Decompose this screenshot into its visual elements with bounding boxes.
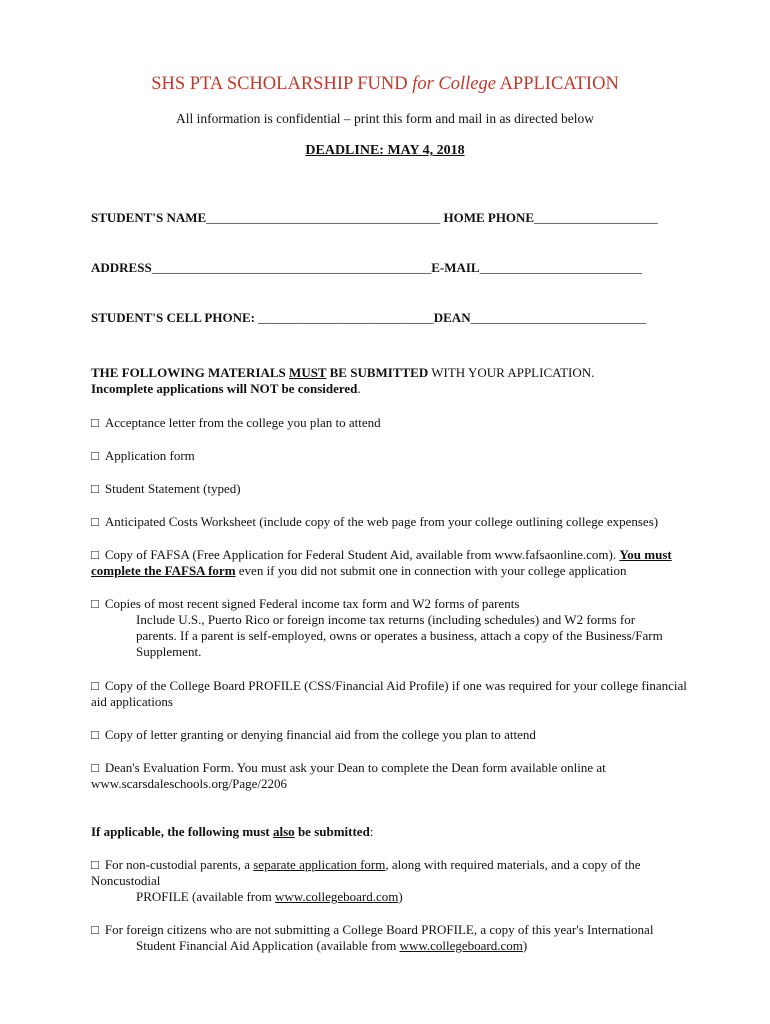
foreign-aid-line	[91, 938, 731, 954]
checkbox-icon[interactable]: □	[91, 547, 99, 562]
applicable-text: If applicable, the following must	[91, 824, 274, 839]
dean-label: DEAN	[433, 310, 471, 325]
deadline: DEADLINE: MAY 4, 2018	[305, 143, 465, 158]
item-label: Dean's Evaluation Form. You must ask your Dean to complete the Dean form available online at www.scarsdaleschools.org/Page/2206	[91, 760, 606, 791]
item-label-continued: , along with required materials, and a copy of the Noncustodial	[91, 857, 641, 888]
item-costs-worksheet	[91, 514, 731, 530]
materials-text-plain: WITH YOUR APPLICATION.	[428, 365, 595, 380]
foreign-text-end: )	[522, 938, 528, 953]
dean-field[interactable]: ___________________________	[470, 310, 647, 325]
confidential-note: All information is confidential – print this form and mail in as directed below	[175, 111, 595, 126]
page-title	[0, 74, 770, 95]
item-label: Anticipated Costs Worksheet (include copy of the web page from your college outlining college expenses)	[104, 514, 659, 529]
checkbox-icon[interactable]: □	[91, 514, 99, 529]
item-label: Copies of most recent signed Federal income tax form and W2 forms of parents	[104, 596, 520, 611]
applicable-text-end: be submitted	[294, 824, 370, 839]
student-name-row	[91, 210, 658, 226]
collegeboard-link[interactable]: www.collegeboard.com	[275, 889, 399, 904]
checkbox-icon[interactable]: □	[91, 922, 99, 937]
cell-phone-field[interactable]: ___________________________	[258, 310, 434, 325]
noncustodial-line	[91, 857, 691, 889]
item-tax-forms	[91, 596, 711, 660]
item-css-profile	[91, 678, 691, 710]
you-must-emphasis: You must	[619, 547, 672, 562]
materials-heading	[91, 365, 711, 397]
address-field[interactable]: ___________________________________________	[151, 260, 432, 275]
item-application-form	[91, 448, 711, 464]
item-label-continued: even if you did not submit one in connection with your college application	[235, 563, 627, 578]
title-italic-text: for College	[412, 74, 496, 94]
noncustodial-profile-line	[91, 889, 691, 905]
item-label: Copy of letter granting or denying financial aid from the college you plan to attend	[104, 727, 536, 742]
applicable-colon: :	[369, 824, 374, 839]
profile-text-end: )	[398, 889, 403, 904]
item-foreign-citizens	[91, 922, 731, 954]
profile-text: PROFILE (available from	[136, 889, 275, 904]
student-name-label: STUDENT'S NAME	[91, 210, 207, 225]
materials-line-1	[91, 365, 711, 381]
address-label: ADDRESS	[91, 260, 152, 275]
complete-fafsa-emphasis: complete the FAFSA form	[91, 563, 236, 578]
separate-application-link[interactable]: separate application form	[253, 857, 386, 872]
item-label: Copy of FAFSA (Free Application for Federal Student Aid, available from www.fafsaonline.com).	[104, 547, 620, 562]
item-acceptance-letter	[91, 415, 711, 431]
materials-text: THE FOLLOWING MATERIALS	[91, 365, 290, 380]
checkbox-icon[interactable]: □	[91, 415, 99, 430]
item-label: Copy of the College Board PROFILE (CSS/Financial Aid Profile) if one was required for your college financial aid applications	[91, 678, 687, 709]
item-noncustodial	[91, 857, 691, 905]
address-row	[91, 260, 642, 276]
checkbox-icon[interactable]: □	[91, 760, 99, 775]
checkbox-icon[interactable]: □	[91, 857, 99, 872]
item-label: For foreign citizens who are not submitting a College Board PROFILE, a copy of this year's International	[104, 922, 654, 937]
incomplete-warning: Incomplete applications will NOT be considered	[91, 381, 358, 396]
materials-line-2	[91, 381, 711, 397]
email-field[interactable]: _________________________	[479, 260, 643, 275]
home-phone-field[interactable]: ___________________	[534, 210, 658, 225]
email-label: E-MAIL	[431, 260, 480, 275]
foreign-text: Student Financial Aid Application (available from	[136, 938, 400, 953]
student-name-field[interactable]: ____________________________________	[206, 210, 441, 225]
collegeboard-link[interactable]: www.collegeboard.com	[399, 938, 523, 953]
tax-forms-details: Include U.S., Puerto Rico or foreign income tax returns (including schedules) and W2 forms for parents. If a parent is self-employed, owns or operates a business, attach a copy of the Business/Farm Supplement.	[136, 612, 663, 659]
item-dean-evaluation	[91, 760, 671, 792]
title-text-end: APPLICATION	[495, 74, 619, 94]
checkbox-icon[interactable]: □	[91, 678, 99, 693]
item-label: Student Statement (typed)	[104, 481, 241, 496]
foreign-line	[91, 922, 731, 938]
materials-text-bold: BE SUBMITTED	[326, 365, 429, 380]
title-text: SHS PTA SCHOLARSHIP FUND	[151, 74, 413, 94]
item-label: For non-custodial parents, a	[104, 857, 254, 872]
cell-phone-row	[91, 310, 646, 326]
applicable-heading	[91, 824, 711, 840]
must-emphasis: MUST	[289, 365, 327, 380]
item-aid-letter	[91, 727, 711, 743]
checkbox-icon[interactable]: □	[91, 448, 99, 463]
item-student-statement	[91, 481, 711, 497]
item-label: Acceptance letter from the college you plan to attend	[104, 415, 381, 430]
also-emphasis: also	[273, 824, 295, 839]
item-label: Application form	[104, 448, 195, 463]
warning-period: .	[357, 381, 361, 396]
item-fafsa	[91, 547, 701, 579]
checkbox-icon[interactable]: □	[91, 481, 99, 496]
checkbox-icon[interactable]: □	[91, 727, 99, 742]
tax-forms-line	[91, 596, 711, 612]
home-phone-label: HOME PHONE	[440, 210, 535, 225]
checkbox-icon[interactable]: □	[91, 596, 99, 611]
cell-phone-label: STUDENT'S CELL PHONE:	[91, 310, 259, 325]
